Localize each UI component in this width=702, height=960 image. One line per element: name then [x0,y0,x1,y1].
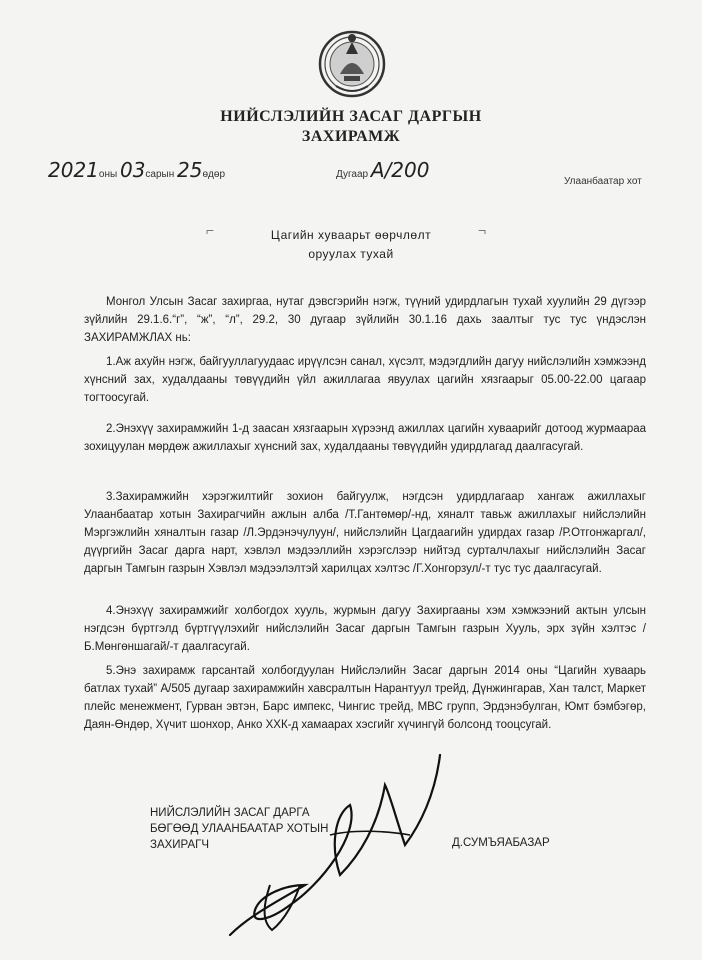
handwritten-signature-icon [210,735,480,940]
signatory-title-line-3: ЗАХИРАГЧ [150,839,210,851]
signer-name: Д.СУМЪЯАБАЗАР [452,837,550,849]
subject-line-2: оруулах тухай [308,247,394,261]
date-month: 03 [119,158,146,182]
mongolia-state-emblem-icon [318,24,386,104]
date-day: 25 [177,158,203,182]
signatory-title-line-2: БӨГӨӨД УЛААНБААТАР ХОТЫН [150,823,329,835]
issue-city: Улаанбаатар хот [564,176,642,187]
subject-bracket-left: ⌐ [206,222,215,238]
document-type-title: ЗАХИРАМЖ [301,128,401,145]
clause-5: 5.Энэ захирамж гарсантай холбогдуулан Нийслэлийн Засаг даргын 2014 оны “Цагийн хуваарь батлах тухай” А/505 дугаар захирамжийн хавсралтын Нарантуул трейд, Дүнжингарав, Хан талст, Маркет плейс менежмент, Гурван эвтэн, Барс импекс, Чингис трейд, МВС групп, Эрдэнэбулган, Юмт бэмбэгөр, Даян-Өндөр, Хүчит шонхор, Анко ХХК-д хамаарах хэсгийг хүчингүй болсонд тооцсугай. [84,665,646,731]
document-date [48,158,225,182]
intro-paragraph: Монгол Улсын Засаг захиргаа, нутаг дэвсгэрийн нэгж, түүний удирдлагын тухай хуулийн 29 дүгээр зүйлийн 29.1.6.“г”, “ж”, “л”, 29.2, 30 дугаар зүйлийн 30.1.16 дахь заалтыг тус тус үндэслэн ЗАХИРАМЖЛАХ нь: [84,296,646,344]
issuer-title: НИЙСЛЭЛИЙН ЗАСАГ ДАРГЫН [220,108,482,125]
clause-1: 1.Аж ахуйн нэгж, байгууллагуудаас ирүүлсэн санал, хүсэлт, мэдэгдлийн дагуу нийслэлийн хэмжээнд хүнсний зах, худалдааны төвүүдийн үйл ажиллагаа явуулах цагийн хязгаарыг 05.00-22.00 цагаар тогтоосугай. [84,356,646,404]
date-year-suffix: оны [98,169,118,180]
date-day-suffix: өдөр [202,169,226,180]
clause-3: 3.Захирамжийн хэрэгжилтийг зохион байгуулж, нэгдсэн удирдлагаар хангаж ажиллахыг Улаанбаатар хотын Захирагчийн ажлын алба /Т.Гантөмөр/-нд, хяналт тавьж ажиллахыг нийслэлийн Мэргэжлийн хяналтын газар /Л.Эрдэнэчулуун/, нийслэлийн Цагдаагийн удирдах газар /Р.Отгонжаргал/, дүүргийн Засаг дарга нарт, хэвлэл мэдээллийн хэрэгслээр нийтэд сурталчлахыг нийслэлийн Засаг даргын Тамгын газрын Хэвлэл мэдээлэлтэй харилцах хэлтэс /Г.Хонгорзул/-т тус тус даалгасугай. [84,491,646,575]
date-month-suffix: сарын [145,169,175,180]
number-value: А/200 [370,158,430,182]
signatory-title-line-1: НИЙСЛЭЛИЙН ЗАСАГ ДАРГА [150,807,310,819]
clause-2: 2.Энэхүү захирамжийн 1-д заасан хязгаарын хүрээнд ажиллах цагийн хуваарийг дотоод журмаараа зохицуулан мөрдөж ажиллахыг хүнсний зах, худалдааны төвүүдийн удирдлагад даалгасугай. [84,423,646,453]
subject-bracket-right: ¬ [478,222,487,238]
number-label: Дугаар [336,169,369,180]
document-number [336,158,429,182]
subject-line-1: Цагийн хуваарьт өөрчлөлт [270,228,432,242]
date-year: 2021 [48,158,99,182]
clause-4: 4.Энэхүү захирамжийг холбогдох хууль, журмын дагуу Захиргааны хэм хэмжээний актын улсын нэгдсэн бүртгэлд бүртгүүлэхийг нийслэлийн Засаг даргын Тамгын газрын Хууль, эрх зүйн хэлтэс /Б.Мөнгөншагай/-т даалгасугай. [84,605,646,653]
